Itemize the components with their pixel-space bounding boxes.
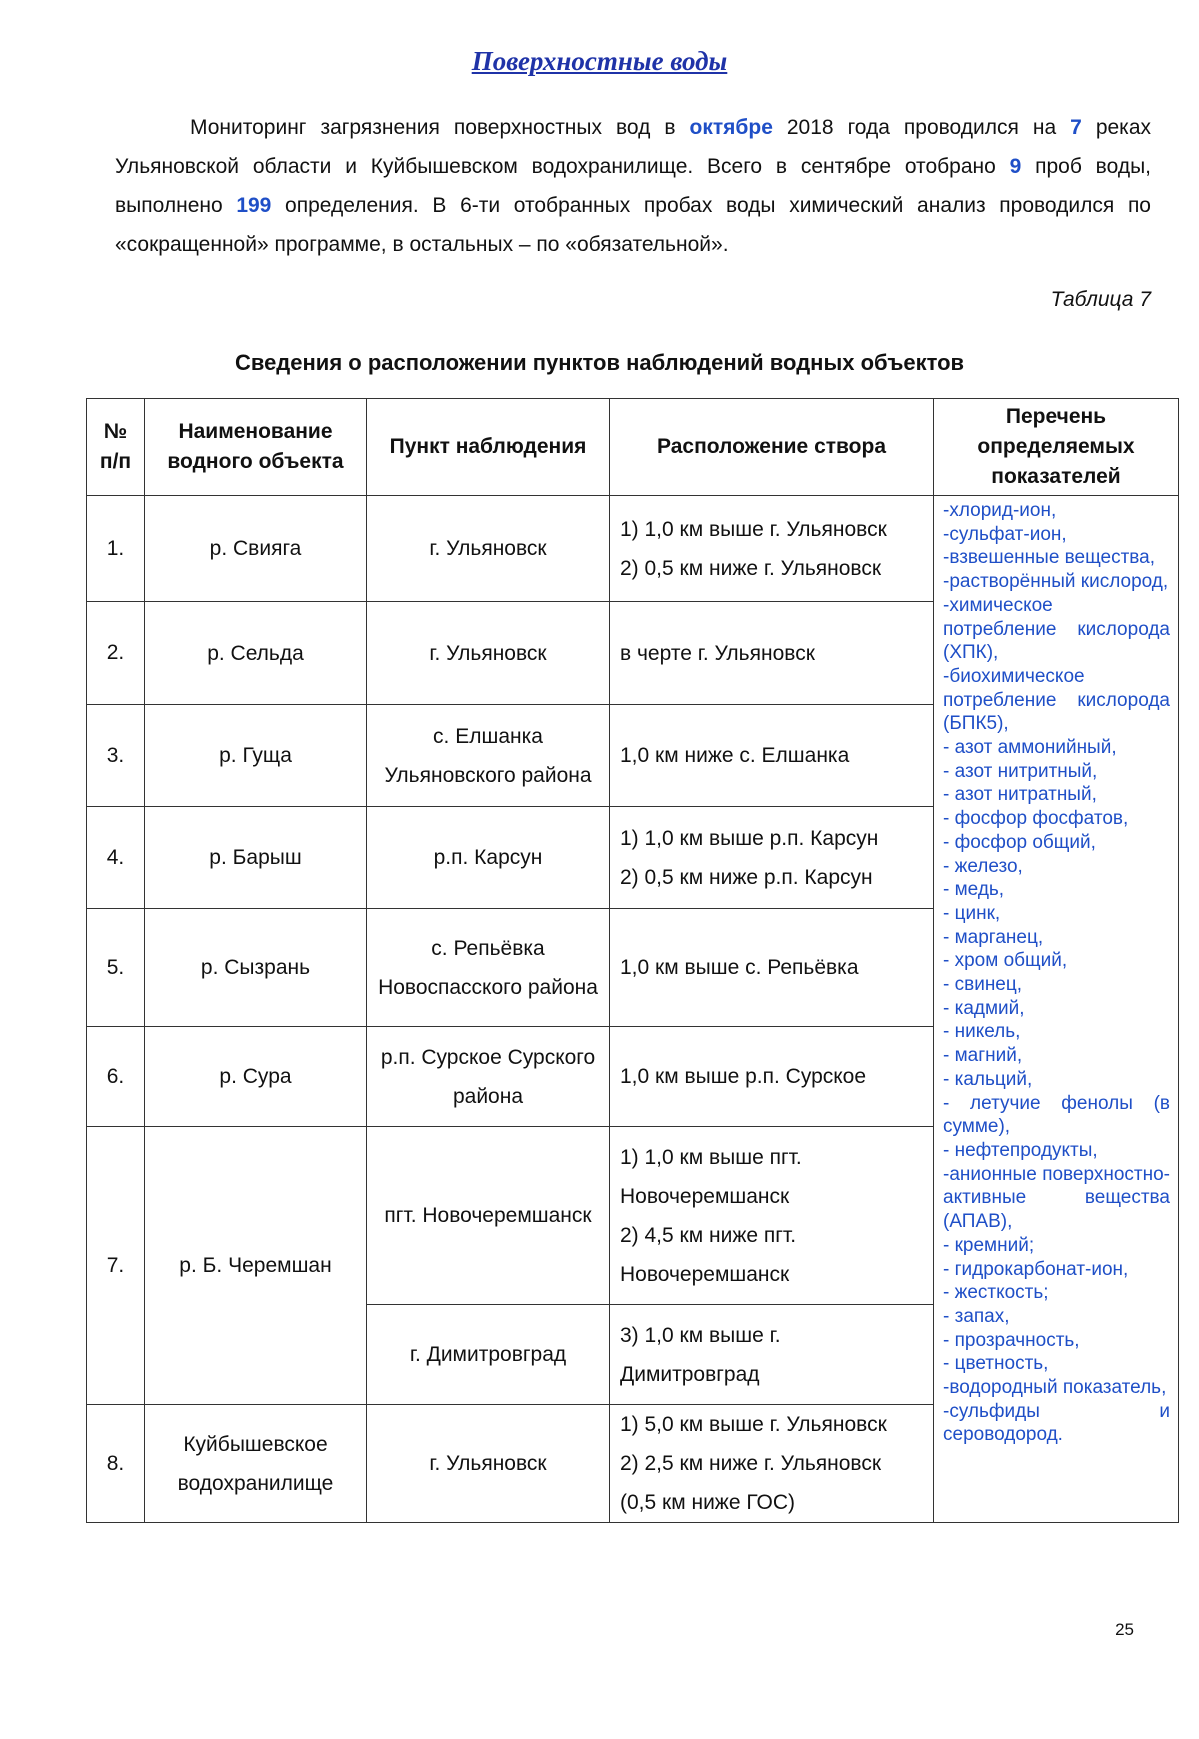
indicator-item: - гидрокарбонат-ион, [943, 1258, 1129, 1280]
row-num: 4. [87, 807, 145, 909]
indicator-item: - запах, [943, 1305, 1010, 1327]
indicator-item: - хром общий, [943, 950, 1068, 972]
row-point: с. Репьёвка Новоспасского района [367, 909, 610, 1027]
location-line: (0,5 км ниже ГОС) [620, 1491, 796, 1514]
row-point: с. Елшанка Ульяновского района [367, 705, 610, 807]
row-point: г. Димитровград [367, 1305, 610, 1405]
row-point: р.п. Сурское Сурского района [367, 1027, 610, 1127]
location-line: 1,0 км выше с. Репьёвка [620, 956, 859, 979]
indicator-item: - прозрачность, [943, 1329, 1080, 1351]
row-num: 8. [87, 1405, 145, 1523]
indicator-item: - азот нитратный, [943, 784, 1097, 806]
indicators-list [934, 496, 1179, 1523]
indicator-item: - азот нитритный, [943, 760, 1098, 782]
indicator-item: -биохимическое потребление кислорода (БПК5), [943, 665, 1170, 735]
indicator-item: - фосфор общий, [943, 831, 1096, 853]
indicator-item: -сульфиды и сероводород. [943, 1400, 1170, 1446]
row-location [610, 1405, 934, 1523]
row-location [610, 1027, 934, 1127]
row-num: 1. [87, 496, 145, 602]
indicator-item: - медь, [943, 879, 1005, 901]
indicator-item: - летучие фенолы (в сумме), [943, 1092, 1170, 1138]
row-location [610, 909, 934, 1027]
row-water-body: р. Свияга [145, 496, 367, 602]
row-point: г. Ульяновск [367, 602, 610, 705]
indicator-item: -взвешенные вещества, [943, 547, 1156, 569]
location-line: в черте г. Ульяновск [620, 641, 815, 665]
intro-text: определения. В 6-ти отобранных пробах воды химический анализ проводился по «сокращенной» программе, в остальных – по «обязательной». [115, 194, 1151, 256]
indicator-item: -хлорид-ион, [943, 500, 1057, 521]
indicator-item: - нефтепродукты, [943, 1139, 1098, 1161]
header-indicators: Перечень определяемых показателей [934, 399, 1179, 496]
indicator-item: -растворённый кислород, [943, 571, 1169, 593]
intro-determinations-count: 199 [236, 194, 272, 217]
indicator-item: -сульфат-ион, [943, 523, 1067, 545]
location-line: 1) 5,0 км выше г. Ульяновск [620, 1413, 887, 1436]
intro-text: Мониторинг загрязнения поверхностных вод в [190, 116, 690, 139]
location-line: 1) 1,0 км выше пгт. Новочеремшанск [620, 1145, 802, 1208]
observation-points-table [86, 398, 1179, 1523]
header-num: № п/п [87, 399, 145, 496]
page-number: 25 [1115, 1620, 1134, 1639]
location-line: 2) 0,5 км ниже р.п. Карсун [620, 865, 873, 889]
row-point: р.п. Карсун [367, 807, 610, 909]
header-location: Расположение створа [610, 399, 934, 496]
indicator-item: -водородный показатель, [943, 1377, 1167, 1399]
header-point: Пункт наблюдения [367, 399, 610, 496]
row-location [610, 1127, 934, 1305]
intro-text: 2018 года проводился на [772, 116, 1071, 139]
row-water-body: р. Барыш [145, 807, 367, 909]
indicator-item: - марганец, [943, 926, 1044, 948]
indicator-item: - кремний; [943, 1234, 1035, 1256]
row-location [610, 705, 934, 807]
indicator-item: - цинк, [943, 902, 1001, 924]
indicator-item: - фосфор фосфатов, [943, 808, 1129, 830]
row-point: пгт. Новочеремшанск [367, 1127, 610, 1305]
row-location [610, 1305, 934, 1405]
row-water-body: р. Б. Черемшан [145, 1127, 367, 1405]
row-point: г. Ульяновск [367, 1405, 610, 1523]
table-row [87, 496, 1179, 602]
row-water-body: Куйбышевское водохранилище [145, 1405, 367, 1523]
indicator-item: - свинец, [943, 974, 1023, 996]
indicator-item: - цветность, [943, 1353, 1049, 1375]
indicator-item: - магний, [943, 1045, 1023, 1067]
row-num: 5. [87, 909, 145, 1027]
indicator-item: - кальций, [943, 1068, 1033, 1090]
location-line: 2) 2,5 км ниже г. Ульяновск [620, 1452, 882, 1475]
location-line: 1,0 км выше р.п. Сурское [620, 1065, 867, 1088]
page-title: Поверхностные воды [471, 46, 728, 76]
intro-paragraph [115, 108, 1151, 264]
intro-text: реках Ульяновской области и Куйбышевском водохранилище. Всего в сентябре отобрано [115, 116, 1152, 178]
indicator-item: - никель, [943, 1021, 1021, 1043]
table-number: Таблица 7 [1050, 288, 1151, 311]
intro-rivers-count: 7 [1070, 116, 1082, 139]
row-num: 2. [87, 602, 145, 705]
location-line: 1,0 км ниже с. Елшанка [620, 744, 850, 767]
row-location [610, 602, 934, 705]
location-line: 2) 0,5 км ниже г. Ульяновск [620, 556, 882, 580]
indicator-item: - азот аммонийный, [943, 737, 1117, 759]
row-num: 3. [87, 705, 145, 807]
indicator-item: - жесткость; [943, 1282, 1049, 1304]
row-water-body: р. Сызрань [145, 909, 367, 1027]
indicator-item: -анионные поверхностно-активные вещества (АПАВ), [943, 1163, 1170, 1233]
row-point: г. Ульяновск [367, 496, 610, 602]
row-water-body: р. Гуща [145, 705, 367, 807]
indicator-item: -химическое потребление кислорода (ХПК), [943, 594, 1170, 664]
row-water-body: р. Сура [145, 1027, 367, 1127]
row-num: 7. [87, 1127, 145, 1405]
row-water-body: р. Сельда [145, 602, 367, 705]
row-num: 6. [87, 1027, 145, 1127]
indicator-item: - железо, [943, 855, 1023, 877]
row-location [610, 496, 934, 602]
location-line: 2) 4,5 км ниже пгт. Новочеремшанск [620, 1223, 797, 1286]
location-line: 1) 1,0 км выше г. Ульяновск [620, 517, 887, 541]
row-location [610, 807, 934, 909]
intro-samples-count: 9 [1009, 155, 1022, 178]
location-line: 1) 1,0 км выше р.п. Карсун [620, 826, 879, 850]
intro-month: октябре [689, 116, 773, 139]
header-name: Наименование водного объекта [145, 399, 367, 496]
table-caption: Сведения о расположении пунктов наблюдений водных объектов [234, 350, 965, 375]
table-header-row [87, 399, 1179, 496]
location-line: 3) 1,0 км выше г. Димитровград [620, 1323, 781, 1386]
indicator-item: - кадмий, [943, 997, 1025, 1019]
intro-text: проб воды, выполнено [115, 155, 1152, 217]
